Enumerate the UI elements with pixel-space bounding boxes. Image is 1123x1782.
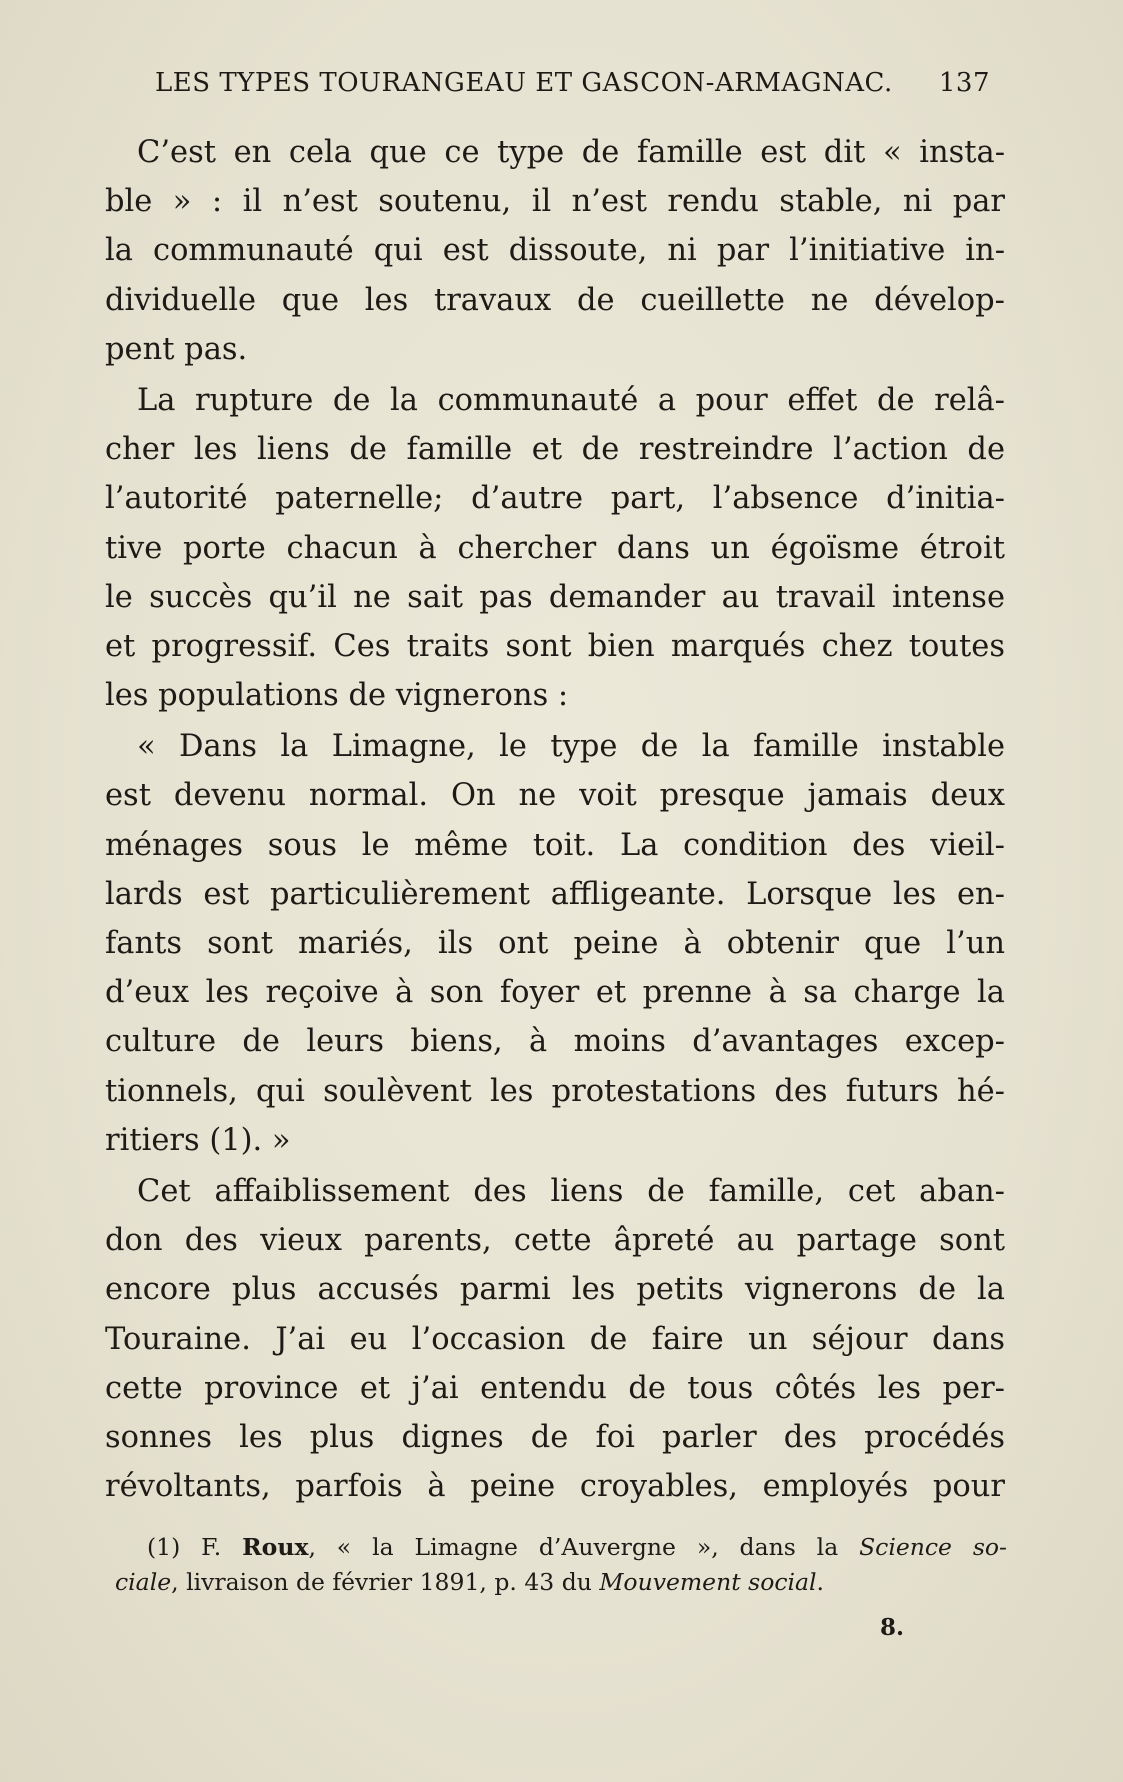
page-number: 137 — [938, 68, 990, 98]
footnote-author: Roux — [242, 1533, 309, 1561]
paragraph — [105, 1167, 1005, 1511]
text-line: culture de leurs biens, à moins d’avantages excep- — [105, 1024, 1005, 1060]
footnote-text: , « la Limagne d’Auvergne », dans la — [308, 1533, 860, 1561]
text-line: pent pas. — [105, 331, 248, 367]
footnote-line — [115, 1565, 1007, 1600]
footnote-line — [115, 1530, 1007, 1565]
footnote-text: . — [816, 1568, 825, 1596]
text-line: fants sont mariés, ils ont peine à obtenir que l’un — [105, 926, 1005, 961]
body-text — [105, 128, 1005, 1511]
text-line: Touraine. J’ai eu l’occasion de faire un séjour dans — [105, 1321, 1005, 1357]
text-line: encore plus accusés parmi les petits vignerons de la — [105, 1272, 1005, 1308]
text-line: la communauté qui est dissoute, ni par l’initiative in- — [105, 233, 1005, 269]
signature-mark: 8. — [880, 1614, 905, 1641]
text-line: ble » : il n’est soutenu, il n’est rendu stable, ni par — [105, 184, 1005, 220]
text-line: sonnes les plus dignes de foi parler des procédés — [105, 1419, 1005, 1455]
text-line: C’est en cela que ce type de famille est dit « insta- — [137, 135, 1005, 170]
text-line: est devenu normal. On ne voit presque jamais deux — [105, 778, 1005, 814]
footnote-journal: Science so- — [859, 1533, 1007, 1561]
text-line: ménages sous le même toit. La condition des vieil- — [105, 827, 1005, 863]
text-line: dividuelle que les travaux de cueillette ne dévelop- — [105, 282, 1005, 318]
text-line: tive porte chacun à chercher dans un égoïsme étroit — [105, 530, 1005, 566]
footnote-journal: ciale — [115, 1568, 172, 1596]
text-line: « Dans la Limagne, le type de la famille instable — [137, 729, 1005, 765]
text-line: le succès qu’il ne sait pas demander au travail intense — [105, 579, 1005, 615]
quotation-paragraph — [105, 722, 1005, 1165]
footnote-text: (1) F. — [147, 1533, 243, 1561]
paragraph — [105, 376, 1005, 720]
footnote — [115, 1530, 1007, 1600]
running-head-title: LES TYPES TOURANGEAU ET GASCON-ARMAGNAC. — [155, 68, 893, 98]
text-line: La rupture de la communauté a pour effet de relâ- — [137, 382, 1005, 418]
text-line: Cet affaiblissement des liens de famille, cet aban- — [137, 1173, 1005, 1209]
text-line: et progressif. Ces traits sont bien marqués chez toutes — [105, 628, 1005, 664]
text-line: révoltants, parfois à peine croyables, employés pour — [105, 1469, 1005, 1505]
text-line: cher les liens de famille et de restreindre l’action de — [105, 432, 1005, 468]
text-line: les populations de vignerons : — [105, 678, 569, 714]
text-line: ritiers (1). » — [105, 1122, 291, 1158]
text-line: lards est particulièrement affligeante. Lorsque les en- — [105, 876, 1005, 912]
footnote-supplement: Mouvement social — [599, 1568, 817, 1596]
text-line: cette province et j’ai entendu de tous côtés les per- — [105, 1370, 1005, 1406]
text-line: don des vieux parents, cette âpreté au partage sont — [105, 1223, 1005, 1259]
text-line: d’eux les reçoive à son foyer et prenne à sa charge la — [105, 975, 1005, 1011]
text-line: l’autorité paternelle; d’autre part, l’absence d’initia- — [105, 481, 1005, 517]
text-line: tionnels, qui soulèvent les protestations des futurs hé- — [105, 1073, 1005, 1109]
paragraph — [105, 128, 1005, 374]
footnote-text: , livraison de février 1891, p. 43 du — [171, 1568, 600, 1596]
